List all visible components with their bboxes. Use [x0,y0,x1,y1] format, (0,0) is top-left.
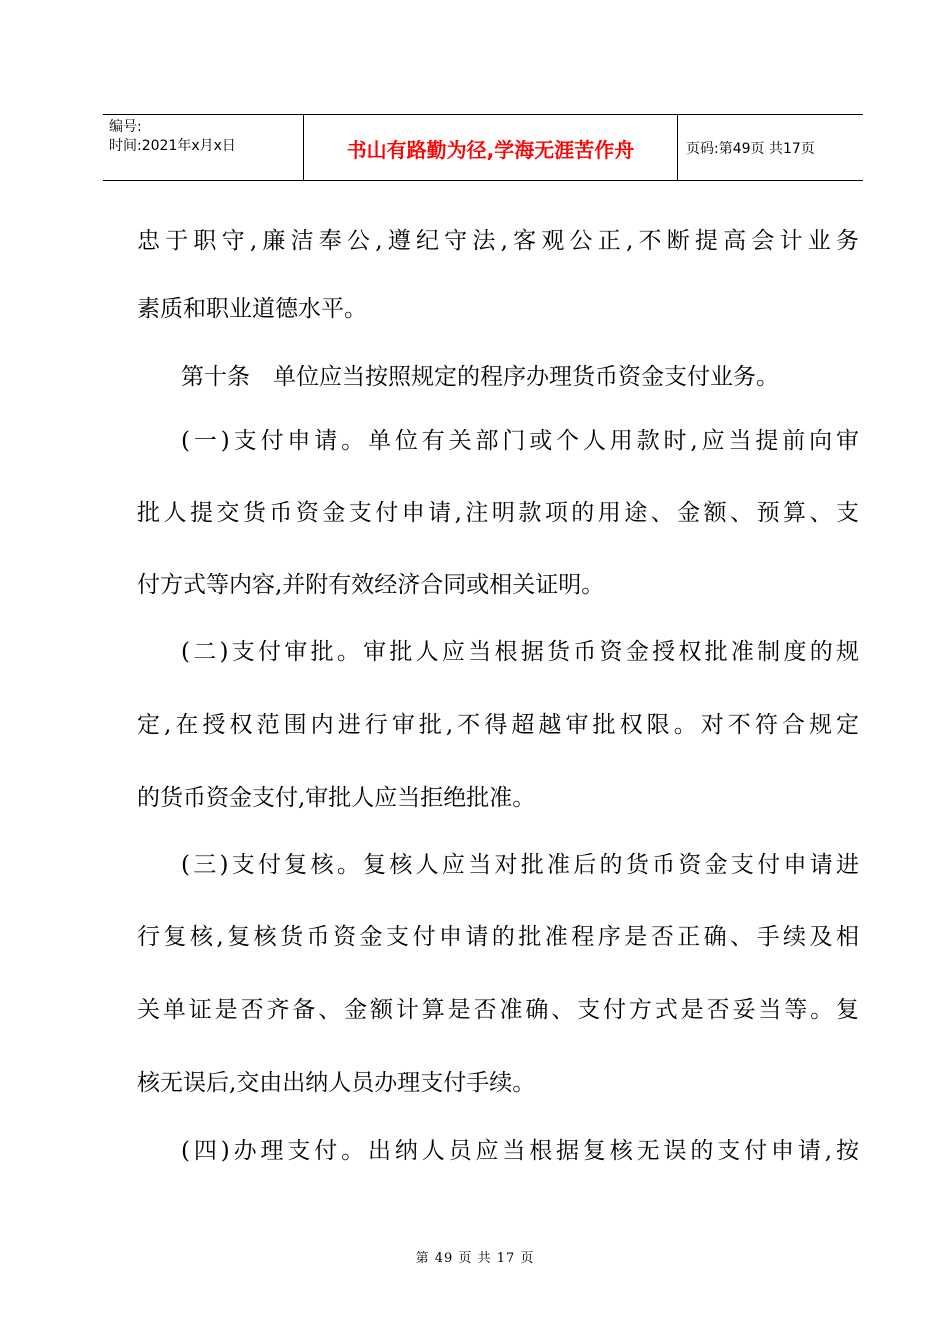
header-page-label: 页码:第49页 共17页 [686,140,815,157]
header-motto: 书山有路勤为径,学海无涯苦作舟 [304,115,678,180]
text-line: 批人提交货币资金支付申请,注明款项的用途、金额、预算、支 [137,500,859,526]
text-line: 核无误后,交由出纳人员办理支付手续。 [137,1070,536,1096]
text-line: 关单证是否齐备、金额计算是否准确、支付方式是否妥当等。复 [137,997,859,1023]
text-line: 定,在授权范围内进行审批,不得超越审批权限。对不符合规定 [137,712,859,738]
page-footer: 第 49 页 共 17 页 [415,1251,535,1266]
text-line: 素质和职业道德水平。 [137,296,367,322]
text-line: (四)办理支付。出纳人员应当根据复核无误的支付申请,按 [181,1138,859,1164]
text-line: 第十条 单位应当按照规定的程序办理货币资金支付业务。 [181,364,779,390]
code-label: 编号: [109,119,142,135]
text-line: 付方式等内容,并附有效经济合同或相关证明。 [137,572,605,598]
text-line: 的货币资金支付,审批人应当拒绝批准。 [137,785,536,811]
text-line: (一)支付申请。单位有关部门或个人用款时,应当提前向审 [181,428,859,454]
time-label: 时间:2021年x月x日 [109,138,236,154]
text-line: 忠于职守,廉洁奉公,遵纪守法,客观公正,不断提高会计业务 [137,228,859,254]
text-line: 行复核,复核货币资金支付申请的批准程序是否正确、手续及相 [137,924,859,950]
header-meta [103,115,304,180]
text-line: (二)支付审批。审批人应当根据货币资金授权批准制度的规 [181,639,859,665]
text-line: (三)支付复核。复核人应当对批准后的货币资金支付申请进 [181,852,859,878]
document-header [103,114,863,181]
